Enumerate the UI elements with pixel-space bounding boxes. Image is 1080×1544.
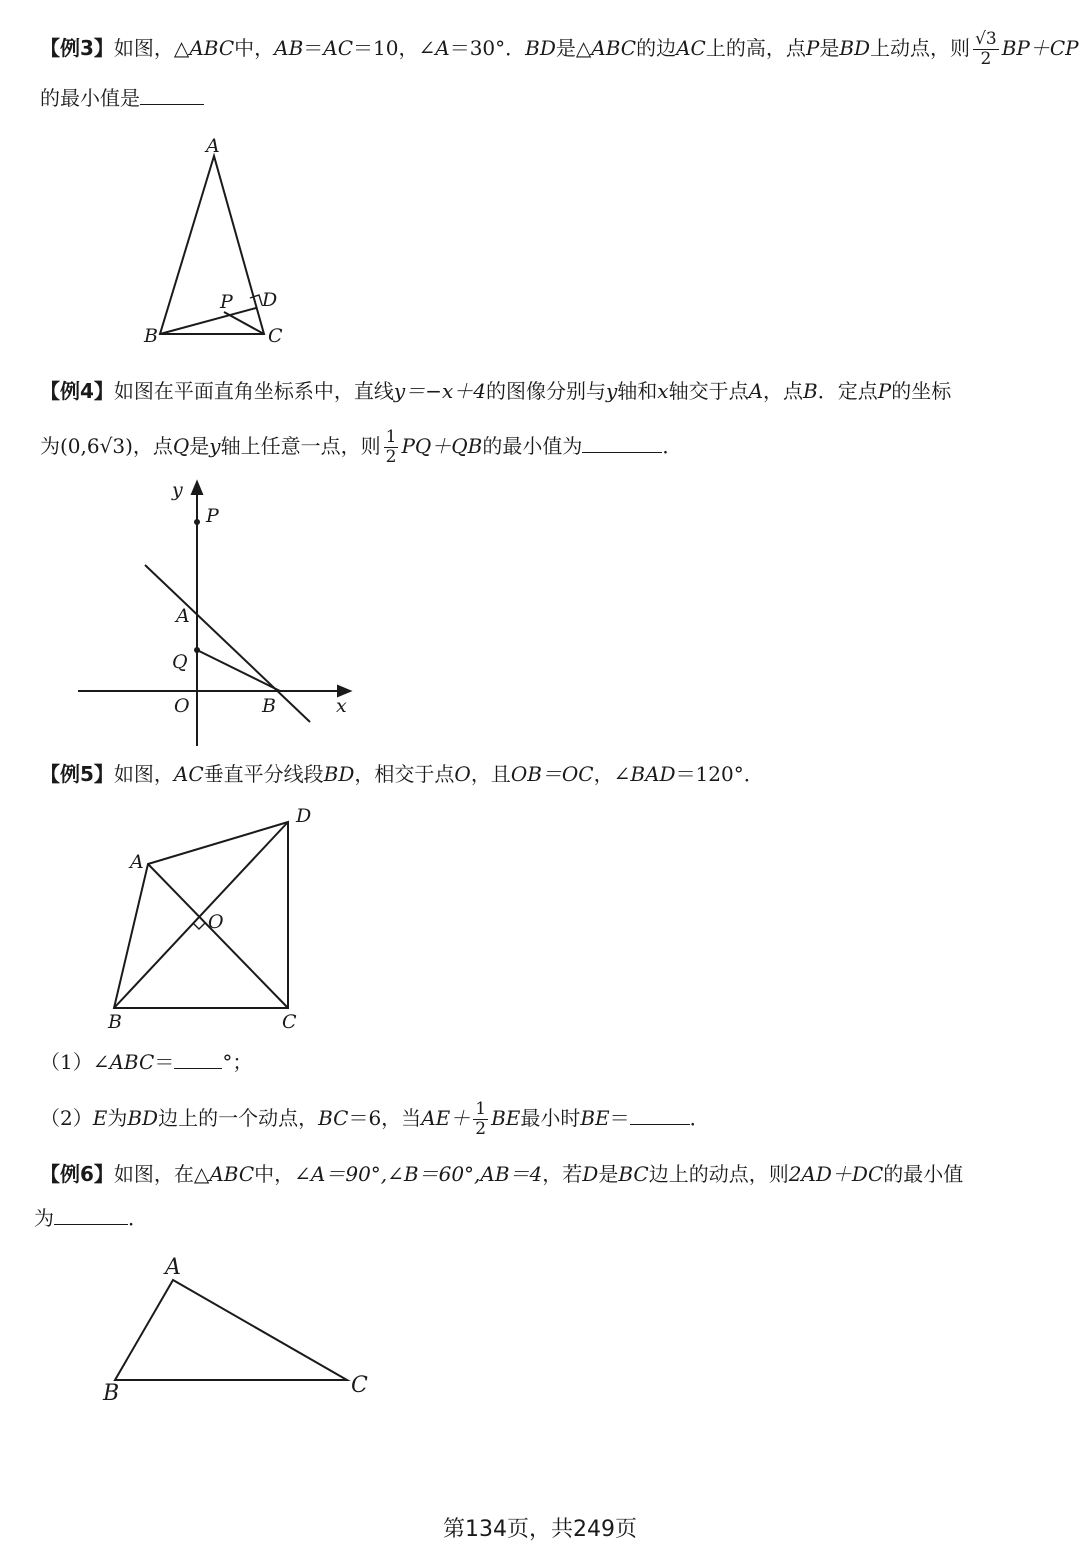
ex4-text: Q	[172, 434, 190, 458]
label-p: P	[220, 291, 233, 313]
ex4-text: P	[877, 379, 892, 403]
line-y-neg-x-plus-4	[145, 565, 310, 722]
ex5-text: BD	[323, 762, 355, 786]
ex6-tag: 【例6】	[40, 1162, 114, 1186]
label-c: C	[351, 1373, 368, 1398]
ex6-line1	[40, 1160, 963, 1188]
ex5-text: 最小时	[520, 1106, 581, 1130]
ex6-text: 为	[34, 1206, 54, 1230]
ex6-figure	[95, 1250, 385, 1410]
ex5-text: ＝6，当	[348, 1106, 422, 1130]
ex5-text: E	[92, 1106, 108, 1130]
ex3-figure	[130, 130, 300, 350]
ex5-tag: 【例5】	[40, 762, 114, 786]
ex6-text: ∠A＝90°,∠B＝60°,AB＝4	[294, 1162, 543, 1186]
ex3-text: AC	[323, 36, 354, 60]
ex6-text: 中，	[254, 1162, 295, 1186]
ex3-text: 如图，△	[113, 36, 190, 60]
ex3-text: 的最小值是	[40, 86, 140, 110]
ex6-text: BC	[618, 1162, 649, 1186]
answer-blank[interactable]	[174, 1048, 222, 1069]
ex5-text: ＝	[609, 1106, 630, 1130]
ex4-text: ．定点	[817, 379, 878, 403]
ex3-tag: 【例3】	[40, 36, 114, 60]
answer-blank[interactable]	[630, 1104, 690, 1125]
ex4-text: x	[657, 379, 669, 403]
answer-blank[interactable]	[140, 84, 204, 105]
label-p: P	[206, 505, 219, 527]
ex4-figure	[70, 478, 370, 750]
ex4-text: y	[605, 379, 618, 403]
ex5-text: ＝120°．	[675, 762, 764, 786]
ex5-text: AC	[173, 762, 204, 786]
ex4-text: 如图在平面直角坐标系中，直线	[113, 379, 394, 403]
ex5-text: 垂直平分线段	[203, 762, 324, 786]
ex4-fraction	[384, 428, 399, 467]
ex5-text: BE	[491, 1106, 521, 1130]
label-a: A	[206, 135, 220, 157]
label-d: D	[296, 805, 312, 827]
ex3-text: BD	[839, 36, 871, 60]
ex6-text: ．	[128, 1206, 148, 1230]
ex3-text: 上动点，则	[870, 36, 971, 60]
label-y: y	[172, 479, 183, 501]
ex5-text: ．	[689, 1106, 710, 1130]
segment-qb	[197, 650, 280, 691]
ex6-text: ，若	[542, 1162, 583, 1186]
ex5-text: ，∠	[593, 762, 631, 786]
ex4-text: 轴上任意一点，则	[220, 434, 381, 458]
label-d: D	[262, 289, 278, 311]
ex6-text: D	[582, 1162, 599, 1186]
label-q: Q	[172, 651, 188, 673]
ex5-text: （2）	[40, 1106, 93, 1130]
label-b: B	[144, 325, 158, 347]
ex4-line2	[40, 428, 682, 467]
ex5-question-1	[40, 1048, 252, 1076]
answer-blank[interactable]	[582, 432, 662, 453]
ex4-text: 的图像分别与	[485, 379, 606, 403]
ex3-text: A	[435, 36, 450, 60]
ex3-text: P	[805, 36, 820, 60]
point-p	[194, 519, 200, 525]
ex4-text: y	[209, 434, 221, 458]
ex4-text: 轴和	[617, 379, 658, 403]
ex5-text: ，相交于点	[354, 762, 455, 786]
ex3-text: AC	[676, 36, 706, 60]
ex3-text: ABC	[591, 36, 637, 60]
ex4-text: ．	[662, 434, 683, 458]
ex3-line1	[40, 30, 1079, 69]
ex5-text: AE＋	[421, 1106, 471, 1130]
fraction-numerator: 1	[475, 1099, 487, 1119]
ex4-tag: 【例4】	[40, 379, 114, 403]
ex4-text: y＝−x＋4	[393, 379, 486, 403]
ex3-text: 上的高，点	[705, 36, 806, 60]
ex5-text: BC	[318, 1106, 349, 1130]
y-axis-arrow-icon	[192, 482, 202, 494]
fraction-numerator: 1	[385, 427, 397, 447]
ex4-text: B	[803, 379, 818, 403]
ex5-text: O	[454, 762, 471, 786]
ex4-text: A	[748, 379, 764, 403]
fraction-denominator: 2	[385, 447, 397, 467]
ex5-text: °；	[222, 1050, 253, 1074]
ex6-text: 是	[598, 1162, 619, 1186]
label-b: B	[262, 695, 276, 717]
ex3-text: 是△	[555, 36, 592, 60]
ex5-text: OB＝OC	[510, 762, 594, 786]
ex6-text: ABC	[209, 1162, 255, 1186]
ex5-text: 边上的一个动点，	[158, 1106, 319, 1130]
label-c: C	[282, 1011, 297, 1033]
ex6-text: 2AD＋DC	[788, 1162, 884, 1186]
fraction-numerator: √3	[975, 29, 997, 49]
fraction-denominator: 2	[980, 49, 992, 69]
ex5-text: BAD	[630, 762, 676, 786]
label-o: O	[208, 911, 224, 933]
ex5-text: BE	[580, 1106, 610, 1130]
ex6-line2	[34, 1204, 148, 1232]
ex3-text: ＝10，∠	[353, 36, 436, 60]
ex5-text: ＝	[154, 1050, 175, 1074]
ex5-fraction	[473, 1100, 488, 1139]
ex3-text: 是	[819, 36, 840, 60]
ex4-text: PQ＋QB	[401, 434, 483, 458]
ex5-text: 为	[107, 1106, 128, 1130]
label-b: B	[103, 1381, 120, 1406]
label-a: A	[165, 1255, 181, 1280]
ex3-text: 中，	[234, 36, 275, 60]
ex4-text: 的坐标	[891, 379, 952, 403]
ex4-text: 轴交于点	[668, 379, 749, 403]
ex3-line2	[40, 84, 204, 112]
ex3-text: AB	[274, 36, 304, 60]
diagonal-ac	[148, 864, 288, 1008]
fraction-denominator: 2	[475, 1119, 487, 1139]
ex4-text: 是	[189, 434, 210, 458]
ex3-text: BD	[525, 36, 556, 60]
ex3-text: ＝30°．	[449, 36, 526, 60]
label-x: x	[336, 695, 347, 717]
ex6-text: 如图，在△	[113, 1162, 210, 1186]
label-a: A	[176, 605, 190, 627]
ex3-text: 的边	[636, 36, 677, 60]
ex3-fraction	[973, 30, 999, 69]
answer-blank[interactable]	[54, 1204, 128, 1225]
ex5-figure	[100, 800, 330, 1035]
label-b: B	[108, 1011, 122, 1033]
ex4-line1	[40, 377, 951, 405]
point-q	[194, 647, 200, 653]
ex4-text: 为(0,6√3)，点	[40, 434, 173, 458]
ex3-text: ABC	[189, 36, 235, 60]
ex4-text: 的最小值为	[482, 434, 583, 458]
label-o: O	[174, 695, 190, 717]
ex4-text: ，点	[763, 379, 804, 403]
label-c: C	[268, 325, 283, 347]
ex5-text: ABC	[109, 1050, 155, 1074]
ex5-text: BD	[127, 1106, 159, 1130]
page-number: 第134页，共249页	[443, 1517, 637, 1542]
ex5-line1	[40, 760, 764, 788]
triangle-abc	[160, 156, 264, 334]
ex5-question-2	[40, 1100, 710, 1139]
ex5-text: ，且	[470, 762, 511, 786]
ex5-text: 如图，	[113, 762, 174, 786]
triangle-abc	[115, 1280, 347, 1380]
ex3-text: ＝	[303, 36, 324, 60]
ex6-text: 边上的动点，则	[648, 1162, 789, 1186]
ex3-text: BP＋CP	[1001, 36, 1079, 60]
ex6-text: 的最小值	[883, 1162, 964, 1186]
right-angle-mark	[193, 923, 205, 929]
ex5-text: （1）∠	[40, 1050, 110, 1074]
label-a: A	[130, 851, 144, 873]
